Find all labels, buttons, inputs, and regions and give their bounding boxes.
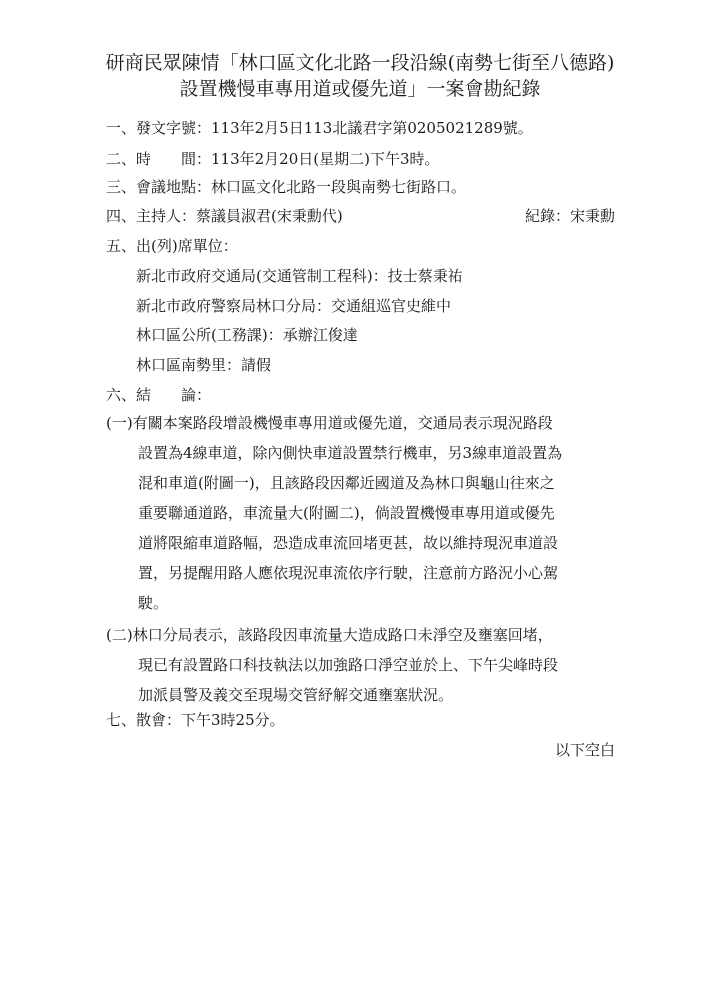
item-meeting-location: 三、會議地點：林口區文化北路一段與南勢七街路口。 — [106, 178, 467, 196]
attendee-district-office: 林口區公所(工務課)：承辦江俊達 — [136, 326, 358, 344]
conclusion-2-line: (二)林口分局表示，該路段因車流量大造成路口未淨空及壅塞回堵， — [106, 626, 553, 644]
conclusion-2-line: 加派員警及義交至現場交管紓解交通壅塞狀況。 — [138, 686, 454, 704]
item-adjournment: 七、散會：下午3時25分。 — [106, 711, 285, 729]
attendee-police-linkou: 新北市政府警察局林口分局：交通組巡官史維中 — [136, 297, 452, 315]
item-recorder: 紀錄：宋秉勳 — [524, 207, 615, 225]
conclusion-1-line: 道將限縮車道路幅，恐造成車流回堵更甚，故以維持現況車道設 — [138, 534, 559, 552]
conclusion-1-line: (一)有關本案路段增設機慢車專用道或優先道，交通局表示現況路段 — [106, 414, 553, 432]
item-attendees-heading: 五、出(列)席單位： — [106, 237, 238, 255]
attendee-nanshi-village: 林口區南勢里：請假 — [136, 356, 272, 374]
conclusion-1-line: 駛。 — [138, 594, 169, 612]
conclusion-1-line: 設置為4線車道，除內側快車道設置禁行機車，另3線車道設置為 — [138, 444, 563, 462]
conclusion-1-line: 置，另提醒用路人應依現況車流依序行駛，注意前方路況小心駕 — [138, 564, 559, 582]
conclusion-paragraph-2 — [106, 620, 558, 710]
conclusion-paragraph-1 — [106, 408, 562, 618]
end-note-blank-below: 以下空白 — [554, 741, 615, 759]
item-host: 四、主持人：蔡議員淑君(宋秉勳代) — [106, 207, 343, 225]
document-title-line-2: 設置機慢車專用道或優先道」一案會勘紀錄 — [179, 78, 541, 100]
item-conclusion-heading: 六、結 論： — [106, 386, 212, 404]
item-document-number: 一、發文字號：113年2月5日113北議君字第0205021289號。 — [106, 119, 533, 137]
item-meeting-time: 二、時 間：113年2月20日(星期二)下午3時。 — [106, 150, 440, 168]
conclusion-2-line: 現已有設置路口科技執法以加強路口淨空並於上、下午尖峰時段 — [138, 656, 559, 674]
conclusion-1-line: 重要聯通道路，車流量大(附圖二)，倘設置機慢車專用道或優先 — [138, 504, 555, 522]
conclusion-1-line: 混和車道(附圖一)，且該路段因鄰近國道及為林口與龜山往來之 — [138, 474, 555, 492]
document-title-line-1: 研商民眾陳情「林口區文化北路一段沿線(南勢七街至八德路) — [105, 52, 615, 74]
attendee-transport-bureau: 新北市政府交通局(交通管制工程科)：技士蔡秉祐 — [136, 267, 463, 285]
